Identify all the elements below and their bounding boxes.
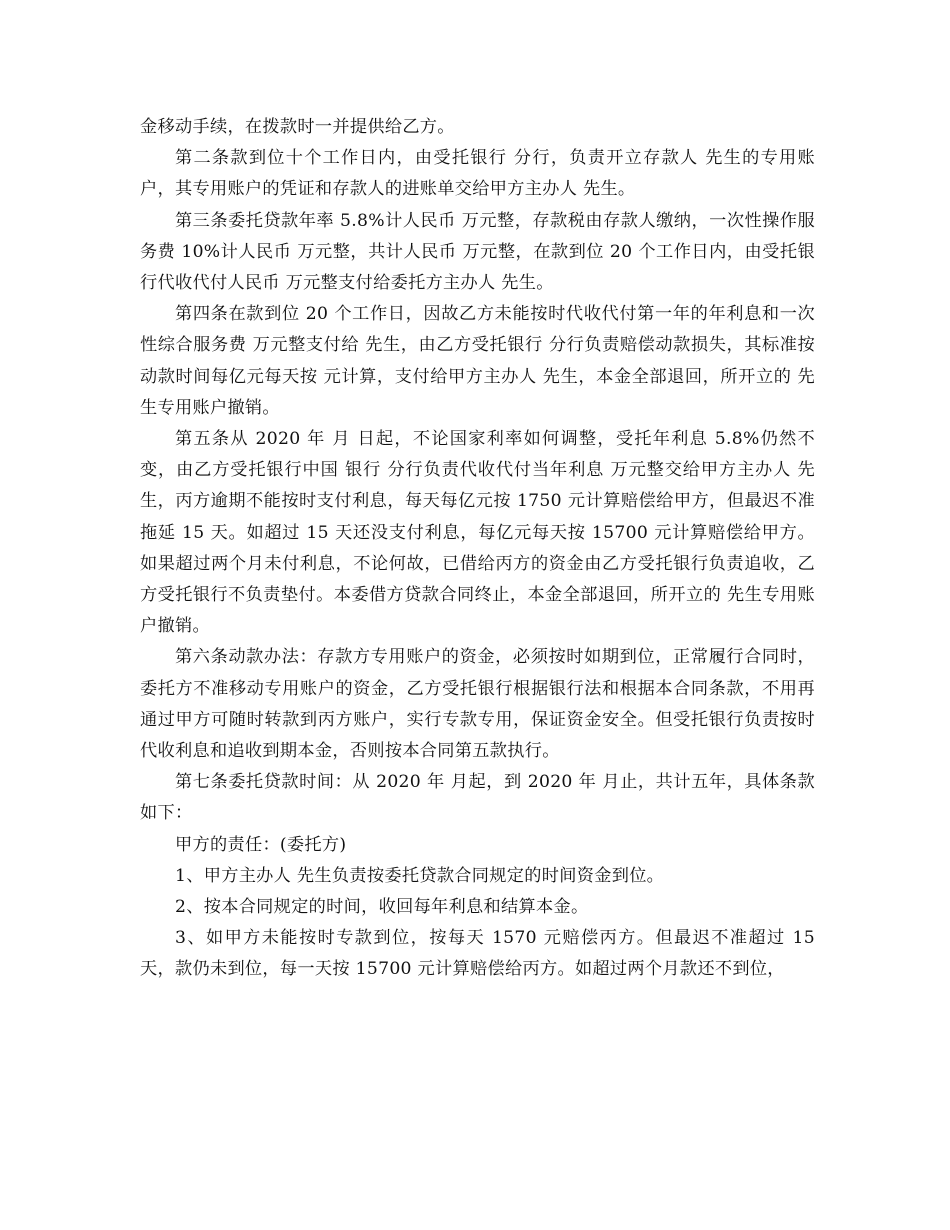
- paragraph-party-a-item-3: 3、如甲方未能按时专款到位，按每天 1570 元赔偿丙方。但最迟不准超过 15 天，款仍未到位，每一天按 15700 元计算赔偿给丙方。如超过两个月款还不到位，: [140, 928, 815, 980]
- paragraph-article-7: 第七条委托贷款时间：从 2020 年 月起，到 2020 年 月止，共计五年，具体条款如下：: [140, 772, 815, 824]
- paragraph-party-a-heading: 甲方的责任：(委托方): [175, 834, 347, 855]
- paragraph-article-3: 第三条委托贷款年率 5.8%计人民币 万元整，存款税由存款人缴纳，一次性操作服务费 10%计人民币 万元整，共计人民币 万元整，在款到位 20 个工作日内，由受托银行代收代付人民币 万元整支付给委托方主办人 先生。: [140, 210, 815, 294]
- document-page: [140, 112, 815, 986]
- paragraph-article-2: 第二条款到位十个工作日内，由受托银行 分行，负责开立存款人 先生的专用账户，其专用账户的凭证和存款人的进账单交给甲方主办人 先生。: [140, 148, 815, 200]
- paragraph-article-5: 第五条从 2020 年 月 日起，不论国家利率如何调整，受托年利息 5.8%仍然不变，由乙方受托银行中国 银行 分行负责代收代付当年利息 万元整交给甲方主办人 先生，丙方逾期不能按时支付利息，每天每亿元按 1750 元计算赔偿给甲方，但最迟不准拖延 15 天。如超过 15 天还没支付利息，每亿元每天按 15700 元计算赔偿给甲方。如果超过两个月未付利息，不论何故，已借给丙方的资金由乙方受托银行负责追收，乙方受托银行不负责垫付。本委借方贷款合同终止，本金全部退回，所开立的 先生专用账户撤销。: [140, 429, 815, 637]
- paragraph-continuation: 金移动手续，在拨款时一并提供给乙方。: [140, 117, 455, 137]
- paragraph-article-4: 第四条在款到位 20 个工作日，因故乙方未能按时代收代付第一年的年利息和一次性综合服务费 万元整支付给 先生，由乙方受托银行 分行负责赔偿动款损失，其标准按动款时间每亿元每天按 元计算，支付给甲方主办人 先生，本金全部退回，所开立的 先生专用账户撤销。: [140, 304, 815, 418]
- paragraph-party-a-item-2: 2、按本合同规定的时间，收回每年利息和结算本金。: [175, 897, 589, 918]
- paragraph-party-a-item-1: 1、甲方主办人 先生负责按委托贷款合同规定的时间资金到位。: [175, 865, 665, 886]
- paragraph-article-6: 第六条动款办法：存款方专用账户的资金，必须按时如期到位，正常履行合同时，委托方不准移动专用账户的资金，乙方受托银行根据银行法和根据本合同条款，不用再通过甲方可随时转款到丙方账户，实行专款专用，保证资金安全。但受托银行负责按时代收利息和追收到期本金，否则按本合同第五款执行。: [140, 647, 815, 762]
